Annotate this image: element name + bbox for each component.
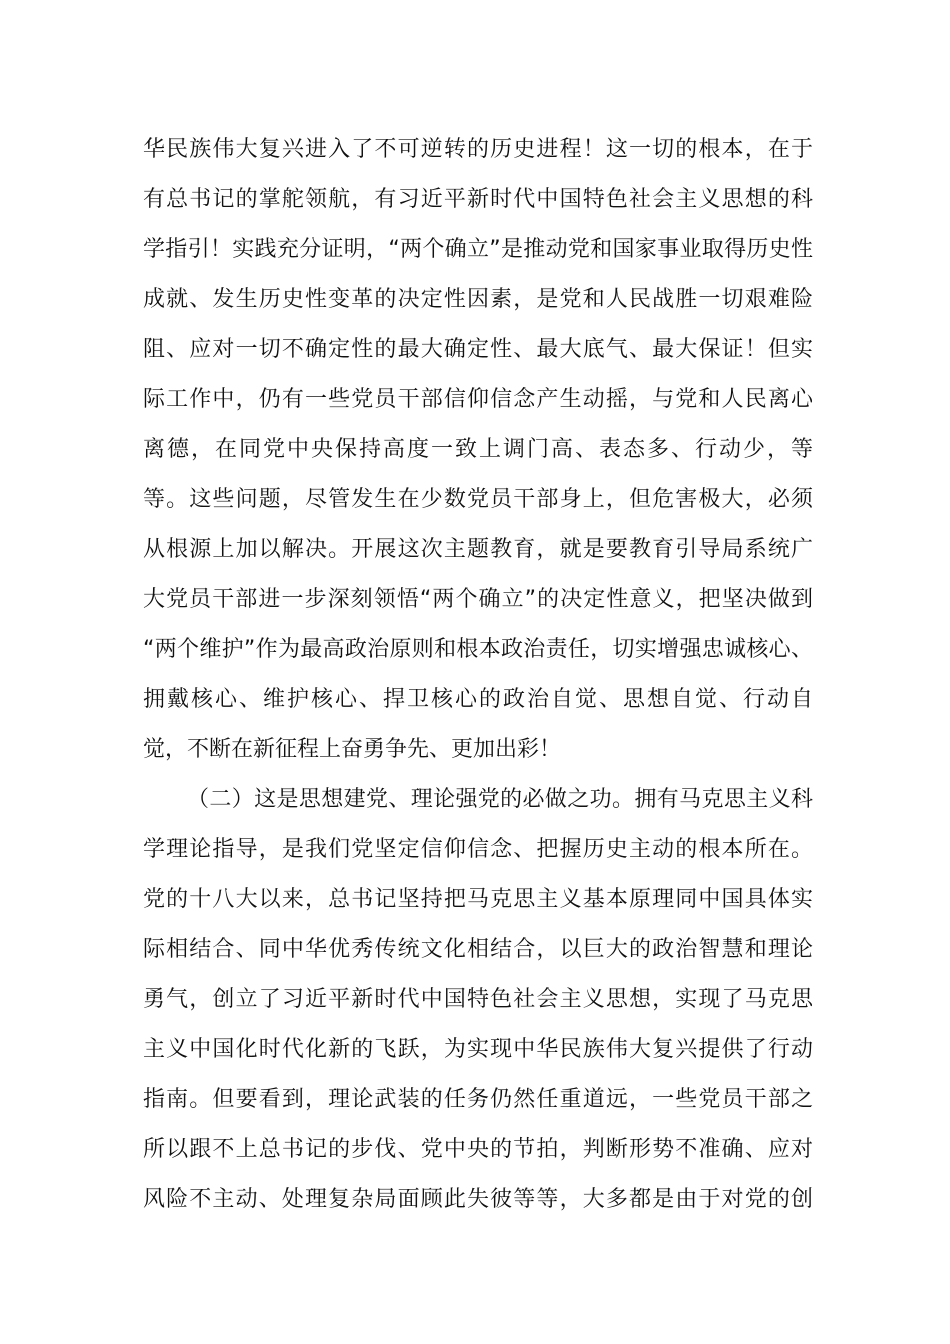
text-line: 际相结合、同中华优秀传统文化相结合，以巨大的政治智慧和理论 [143, 937, 813, 962]
text-line: 觉，不断在新征程上奋勇争先、更加出彩！ [143, 737, 562, 762]
text-line: 主义中国化时代化新的飞跃，为实现中华民族伟大复兴提供了行动 [143, 1037, 813, 1062]
text-line: 学理论指导，是我们党坚定信仰信念、把握历史主动的根本所在。 [143, 837, 813, 862]
text-line: 离德，在同党中央保持高度一致上调门高、表态多、行动少，等 [143, 437, 813, 462]
text-line: 党的十八大以来，总书记坚持把马克思主义基本原理同中国具体实 [143, 887, 813, 912]
text-line: 勇气，创立了习近平新时代中国特色社会主义思想，实现了马克思 [143, 987, 813, 1012]
text-line: 成就、发生历史性变革的决定性因素，是党和人民战胜一切艰难险 [143, 287, 813, 312]
text-line: 所以跟不上总书记的步伐、党中央的节拍，判断形势不准确、应对 [143, 1137, 813, 1162]
text-line: 阻、应对一切不确定性的最大确定性、最大底气、最大保证！但实 [143, 337, 813, 362]
text-line: 拥戴核心、维护核心、捍卫核心的政治自觉、思想自觉、行动自 [143, 687, 813, 712]
body-text [143, 128, 813, 1228]
text-line: “两个维护”作为最高政治原则和根本政治责任，切实增强忠诚核心、 [143, 637, 813, 662]
text-line: 际工作中，仍有一些党员干部信仰信念产生动摇，与党和人民离心 [143, 387, 813, 412]
text-line: 等。这些问题，尽管发生在少数党员干部身上，但危害极大，必须 [143, 487, 813, 512]
text-line: 华民族伟大复兴进入了不可逆转的历史进程！这一切的根本，在于 [143, 137, 813, 162]
text-line: 有总书记的掌舵领航，有习近平新时代中国特色社会主义思想的科 [143, 187, 813, 212]
section-heading-line: （二）这是思想建党、理论强党的必做之功。拥有马克思主义科 [187, 787, 813, 812]
text-line: 从根源上加以解决。开展这次主题教育，就是要教育引导局系统广 [143, 537, 813, 562]
text-line: 大党员干部进一步深刻领悟“两个确立”的决定性意义，把坚决做到 [143, 587, 813, 612]
text-line: 指南。但要看到，理论武装的任务仍然任重道远，一些党员干部之 [143, 1087, 813, 1112]
text-line: 学指引！实践充分证明，“两个确立”是推动党和国家事业取得历史性 [143, 237, 813, 262]
text-line: 风险不主动、处理复杂局面顾此失彼等等，大多都是由于对党的创 [143, 1187, 813, 1212]
